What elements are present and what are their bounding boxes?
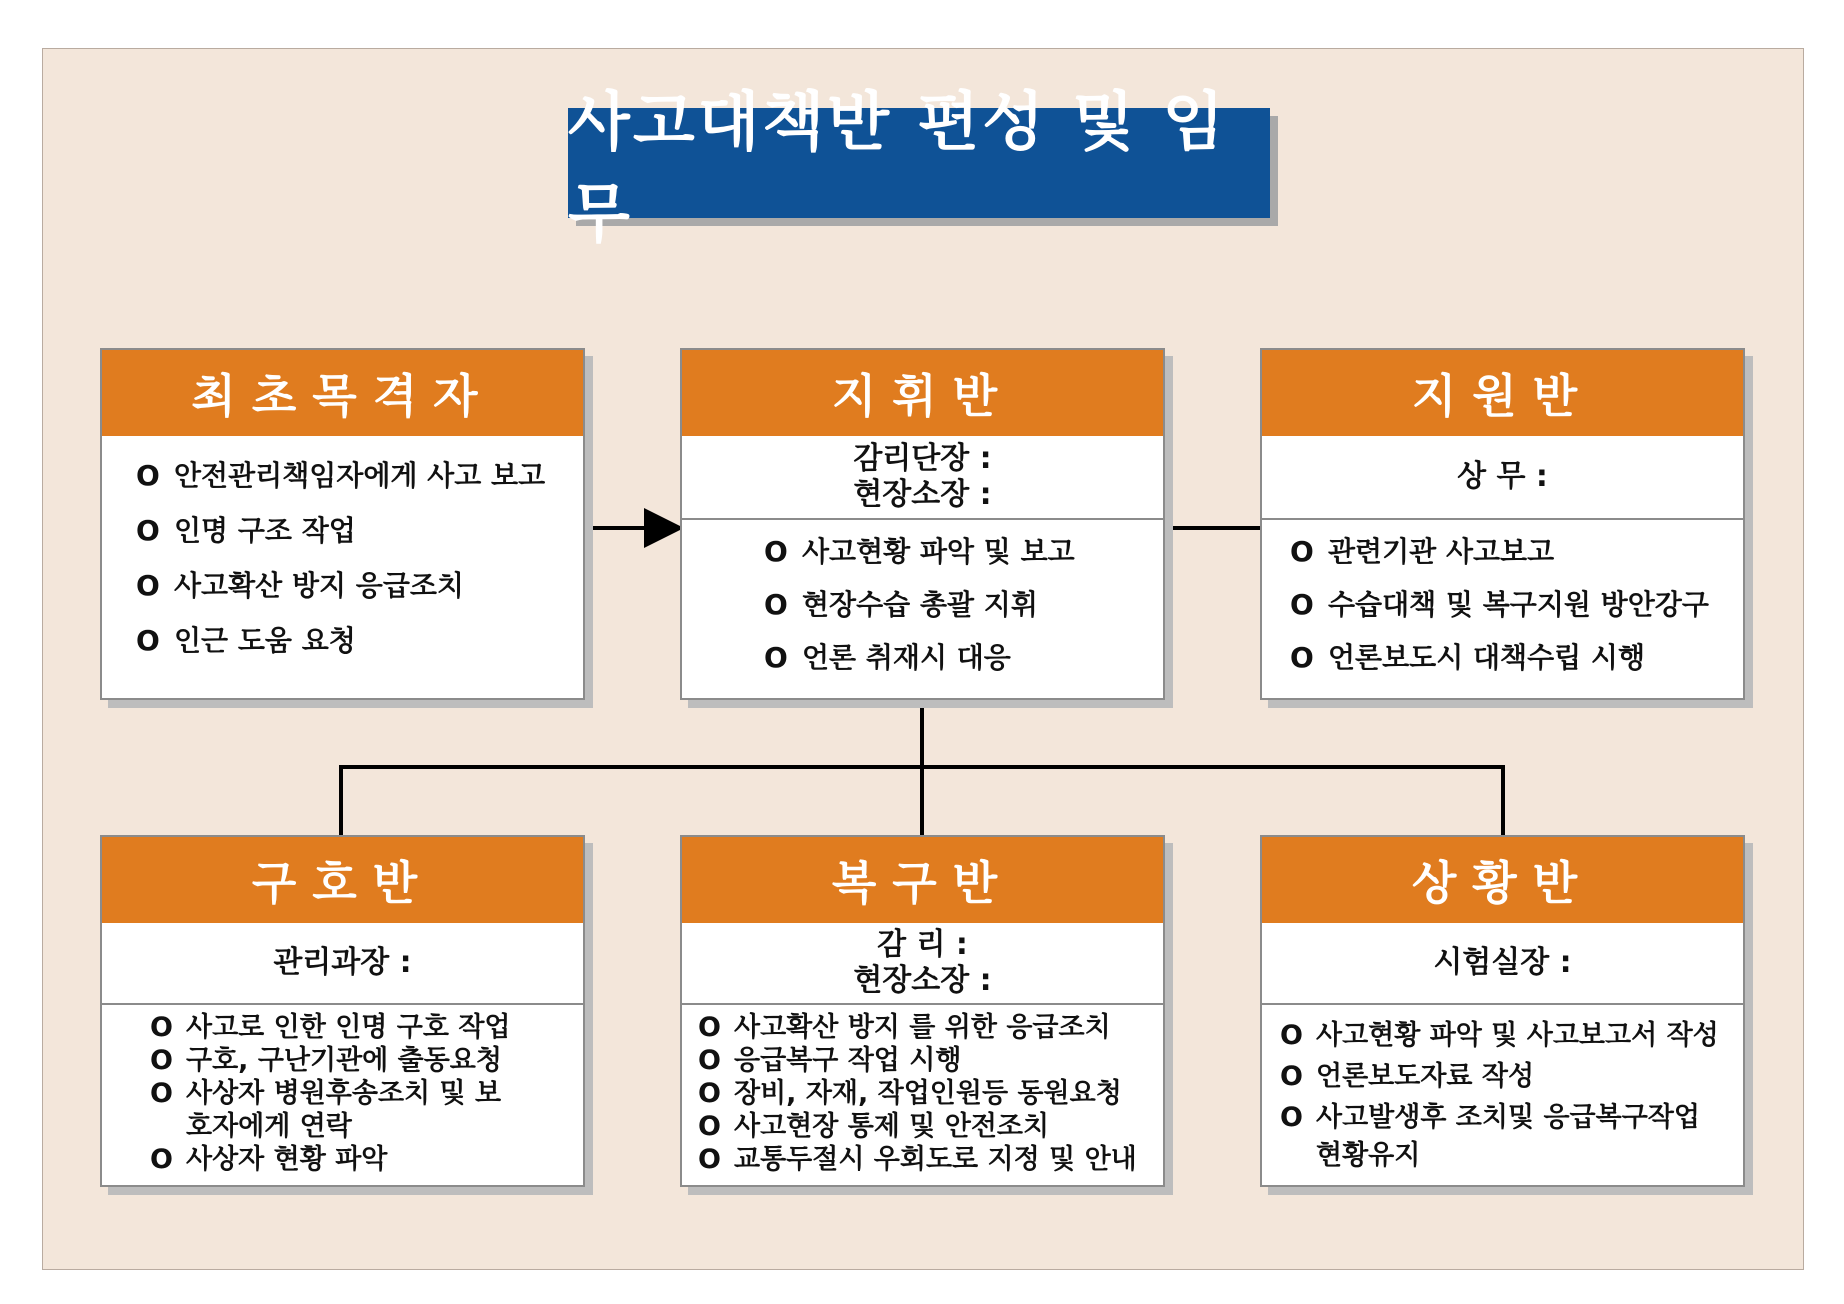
bullet-circle-icon: O xyxy=(136,569,160,602)
list-item: O 사고확산 방지 를 위한 응급조치 xyxy=(698,1012,1111,1043)
list-item: O 구호, 구난기관에 출동요청 xyxy=(150,1045,502,1076)
bullet-circle-icon: O xyxy=(1290,641,1314,674)
bullet-circle-icon: O xyxy=(698,1078,721,1109)
box-recovery-team xyxy=(680,835,1165,1187)
box-title: 지휘반 xyxy=(682,350,1163,436)
duty-list xyxy=(1262,1005,1743,1175)
box-personnel xyxy=(1262,923,1743,1005)
personnel-line: 관리과장 : xyxy=(273,945,412,980)
box-personnel xyxy=(1262,436,1743,520)
list-item: O 인명 구조 작업 xyxy=(136,514,356,547)
personnel-line: 감 리 : xyxy=(877,927,968,962)
bullet-circle-icon: O xyxy=(1290,588,1314,621)
bullet-circle-icon: O xyxy=(698,1045,721,1076)
bullet-circle-icon: O xyxy=(136,459,160,492)
bullet-circle-icon: O xyxy=(150,1012,173,1043)
list-item: O 관련기관 사고보고 xyxy=(1290,535,1555,568)
list-item: O 언론 취재시 대응 xyxy=(764,641,1011,674)
box-personnel xyxy=(682,436,1163,520)
duty-list xyxy=(682,1005,1163,1176)
bullet-circle-icon: O xyxy=(150,1045,173,1076)
box-personnel xyxy=(102,923,583,1005)
box-support-team xyxy=(1260,348,1745,700)
list-item: O 사상자 현황 파악 xyxy=(150,1144,388,1175)
list-item: O 사고로 인한 인명 구호 작업 xyxy=(150,1012,511,1043)
box-title: 구호반 xyxy=(102,837,583,923)
personnel-line: 현장소장 : xyxy=(853,477,992,512)
duty-list xyxy=(102,436,583,659)
bullet-circle-icon: O xyxy=(764,535,788,568)
box-first-witness xyxy=(100,348,585,700)
box-title: 상황반 xyxy=(1262,837,1743,923)
bullet-circle-icon: O xyxy=(136,514,160,547)
duty-list xyxy=(1262,520,1743,676)
list-item: O 현장수습 총괄 지휘 xyxy=(764,588,1038,621)
box-title: 최초목격자 xyxy=(102,350,583,436)
list-item: O 언론보도자료 작성 xyxy=(1280,1058,1735,1096)
list-item: O 응급복구 작업 시행 xyxy=(698,1045,962,1076)
list-item: O 장비, 자재, 작업인원등 동원요청 xyxy=(698,1078,1122,1109)
page-title: 사고대책반 편성 및 임무 xyxy=(568,108,1270,218)
personnel-line: 상 무 : xyxy=(1457,459,1548,494)
bullet-circle-icon: O xyxy=(1290,535,1314,568)
list-item: O 사고확산 방지 응급조치 xyxy=(136,569,464,602)
list-item: O 인근 도움 요청 xyxy=(136,624,356,657)
list-item: O 수습대책 및 복구지원 방안강구 xyxy=(1290,588,1709,621)
list-item: O 교통두절시 우회도로 지정 및 안내 xyxy=(698,1144,1137,1175)
list-item: O 언론보도시 대책수립 시행 xyxy=(1290,641,1646,674)
list-item: O 사상자 병원후송조치 및 보호자에게 연락 xyxy=(150,1078,502,1142)
bullet-circle-icon: O xyxy=(150,1144,173,1175)
box-command-team xyxy=(680,348,1165,700)
bullet-circle-icon: O xyxy=(1280,1020,1303,1051)
box-title: 복구반 xyxy=(682,837,1163,923)
list-item: O 안전관리책임자에게 사고 보고 xyxy=(136,459,546,492)
list-item: O 사고현황 파악 및 보고 xyxy=(764,535,1075,568)
duty-list xyxy=(682,520,1163,676)
bullet-circle-icon: O xyxy=(1280,1061,1303,1092)
bullet-circle-icon: O xyxy=(698,1144,721,1175)
personnel-line: 현장소장 : xyxy=(853,963,992,998)
personnel-line: 감리단장 : xyxy=(853,441,992,476)
box-title: 지원반 xyxy=(1262,350,1743,436)
duty-list xyxy=(102,1005,583,1176)
box-personnel xyxy=(682,923,1163,1005)
bullet-circle-icon: O xyxy=(698,1111,721,1142)
bullet-circle-icon: O xyxy=(764,588,788,621)
box-situation-team xyxy=(1260,835,1745,1187)
bullet-circle-icon: O xyxy=(1280,1102,1303,1133)
box-rescue-team xyxy=(100,835,585,1187)
bullet-circle-icon: O xyxy=(764,641,788,674)
personnel-line: 시험실장 : xyxy=(1433,945,1572,980)
bullet-circle-icon: O xyxy=(150,1078,173,1109)
list-item: O 사고현황 파악 및 사고보고서 작성 xyxy=(1280,1017,1735,1055)
bullet-circle-icon: O xyxy=(136,624,160,657)
bullet-circle-icon: O xyxy=(698,1012,721,1043)
list-item: O 사고현장 통제 및 안전조치 xyxy=(698,1111,1050,1142)
list-item: O 사고발생후 조치및 응급복구작업 현황유지 xyxy=(1280,1099,1735,1175)
